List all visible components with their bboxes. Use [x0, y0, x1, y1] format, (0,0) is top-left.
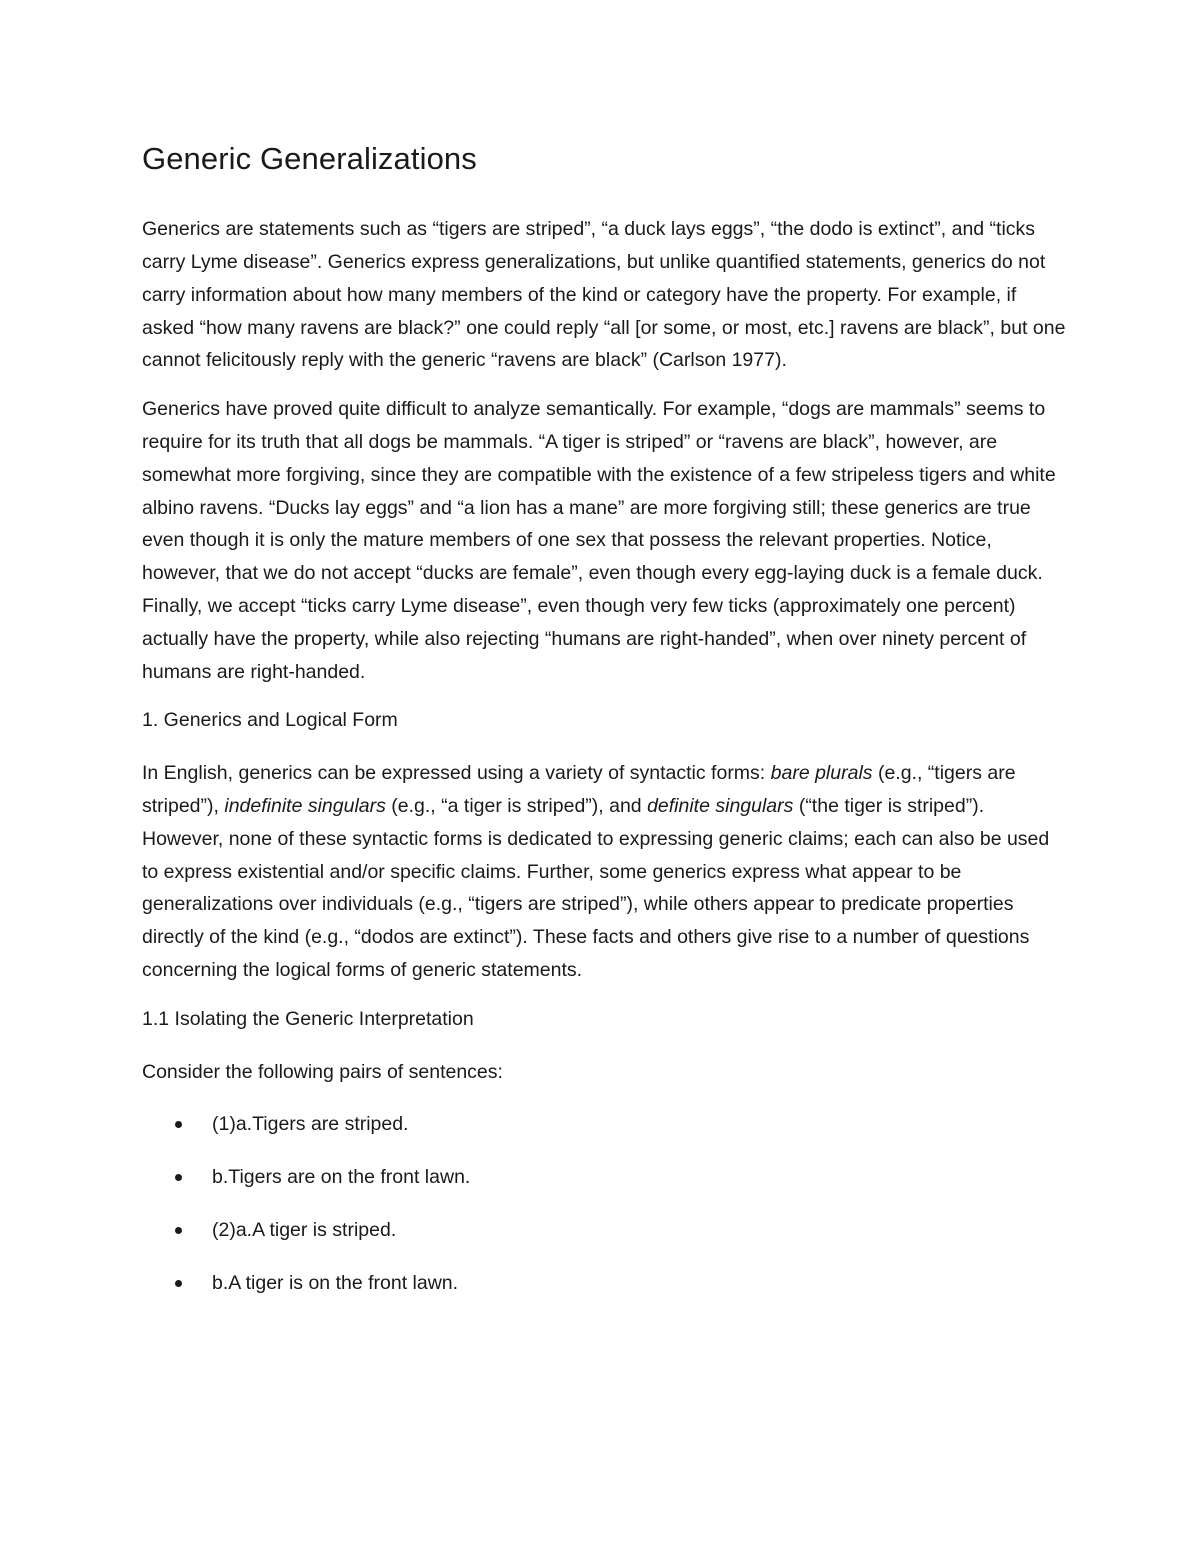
bullet-icon: [175, 1121, 182, 1128]
term-indefinite-singulars: indefinite singulars: [224, 794, 386, 817]
logical-form-paragraph: [142, 757, 1067, 987]
list-item: [142, 1108, 1067, 1141]
intro-paragraph: Generics are statements such as “tigers are striped”, “a duck lays eggs”, “the dodo is extinct”, and “ticks carry Lyme disease”. Generics express generalizations, but unlike quantified statements, generics do not carry information about how many members of the kind or category have the property. For example, if asked “how many ravens are black?” one could reply “all [or some, or most, etc.] ravens are black”, but one cannot felicitously reply with the generic “ravens are black” (Carlson 1977).: [142, 218, 1066, 372]
document-page: [142, 140, 1067, 1320]
logical-form-text-2: (e.g., “tigers are striped”),: [142, 762, 1016, 817]
difficulty-paragraph: Generics have proved quite difficult to analyze semantically. For example, “dogs are mammals” seems to require for its truth that all dogs be mammals. “A tiger is striped” or “ravens are black”, however, are somewhat more forgiving, since they are compatible with the existence of a few stripeless tigers and white albino ravens. “Ducks lay eggs” and “a lion has a mane” are more forgiving still; these generics are true even though it is only the mature members of one sex that possess the relevant properties. Notice, however, that we do not accept “ducks are female”, even though every egg-laying duck is a female duck. Finally, we accept “ticks carry Lyme disease”, even though very few ticks (approximately one percent) actually have the property, while also rejecting “humans are right-handed”, when over ninety percent of humans are right-handed.: [142, 398, 1056, 683]
logical-form-text-4: (“the tiger is striped”). However, none of these syntactic forms is dedicated to expressing generic claims; each can also be used to express existential and/or specific claims. Further, some generics express what appear to be generalizations over individuals (e.g., “tigers are striped”), while others appear to predicate properties directly of the kind (e.g., “dodos are extinct”). These facts and others give rise to a number of questions concerning the logical forms of generic statements.: [142, 794, 1050, 981]
term-definite-singulars: definite singulars: [647, 794, 794, 817]
document-title: Generic Generalizations: [142, 141, 477, 176]
term-bare-plurals: bare plurals: [770, 762, 873, 785]
example-list: [142, 1108, 1067, 1299]
list-item: [142, 1214, 1067, 1247]
example-text: b.A tiger is on the front lawn.: [212, 1271, 459, 1294]
list-item: [142, 1161, 1067, 1194]
example-text: (2)a.A tiger is striped.: [212, 1218, 397, 1241]
section-1-heading: 1. Generics and Logical Form: [142, 709, 398, 732]
bullet-icon: [175, 1174, 182, 1181]
logical-form-text-3: (e.g., “a tiger is striped”), and: [385, 794, 648, 817]
consider-sentence: Consider the following pairs of sentences:: [142, 1060, 503, 1083]
bullet-icon: [175, 1227, 182, 1234]
example-text: (1)a.Tigers are striped.: [212, 1113, 409, 1136]
list-item: [142, 1267, 1067, 1300]
bullet-icon: [175, 1280, 182, 1287]
example-text: b.Tigers are on the front lawn.: [212, 1166, 471, 1189]
section-1-1-heading: 1.1 Isolating the Generic Interpretation: [142, 1007, 474, 1030]
logical-form-text-1: In English, generics can be expressed using a variety of syntactic forms:: [142, 762, 771, 785]
